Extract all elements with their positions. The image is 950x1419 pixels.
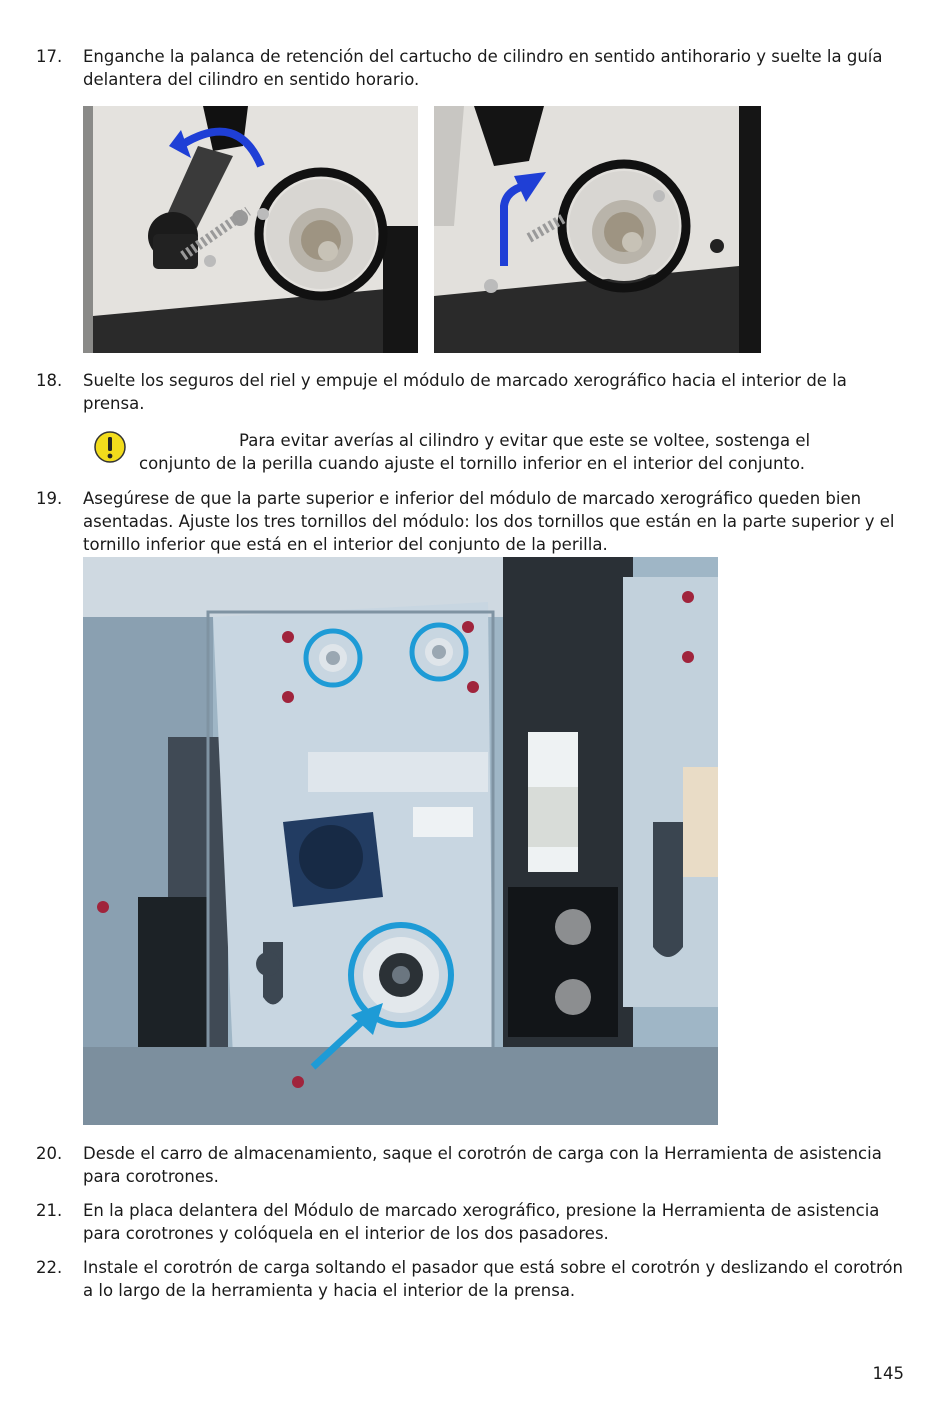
step-22-text: Instale el corotrón de carga soltando el pasador que está sobre el corotrón y deslizando el corotrón a lo largo de la herramienta y hacia el interior de la prensa. <box>83 1258 903 1300</box>
step-21-number: 21. <box>36 1201 63 1220</box>
caution-text <box>139 429 899 475</box>
photo-guide-clockwise <box>434 106 761 353</box>
step-18-number: 18. <box>36 371 63 390</box>
step-17-number: 17. <box>36 47 63 66</box>
step-19-number: 19. <box>36 489 63 508</box>
caution-icon <box>94 431 126 463</box>
caution-line-1: Para evitar averías al cilindro y evitar que este se voltee, sostenga el <box>239 431 811 450</box>
photo-lever-counterclockwise <box>83 106 418 353</box>
step-19-text: Asegúrese de que la parte superior e inferior del módulo de marcado xerográfico queden bien asentadas. Ajuste los tres tornillos del módulo: los dos tornillos que están en la parte superior y el tornillo inferior que está en el interior del conjunto de la perilla. <box>83 489 895 554</box>
step-20-number: 20. <box>36 1144 63 1163</box>
step-21-text: En la placa delantera del Módulo de marcado xerográfico, presione la Herramienta de asistencia para corotrones y colóquela en el interior de los dos pasadores. <box>83 1201 880 1243</box>
step-20-text: Desde el carro de almacenamiento, saque el corotrón de carga con la Herramienta de asistencia para corotrones. <box>83 1144 882 1186</box>
step-17-text: Enganche la palanca de retención del cartucho de cilindro en sentido antihorario y suelte la guía delantera del cilindro en sentido horario. <box>83 47 883 89</box>
photo-xerographic-module-screws <box>83 557 718 1125</box>
page-number: 145 <box>872 1364 904 1383</box>
step-22-number: 22. <box>36 1258 63 1277</box>
caution-line-2: conjunto de la perilla cuando ajuste el tornillo inferior en el interior del conjunto. <box>139 454 805 473</box>
step-18-text: Suelte los seguros del riel y empuje el módulo de marcado xerográfico hacia el interior de la prensa. <box>83 371 847 413</box>
